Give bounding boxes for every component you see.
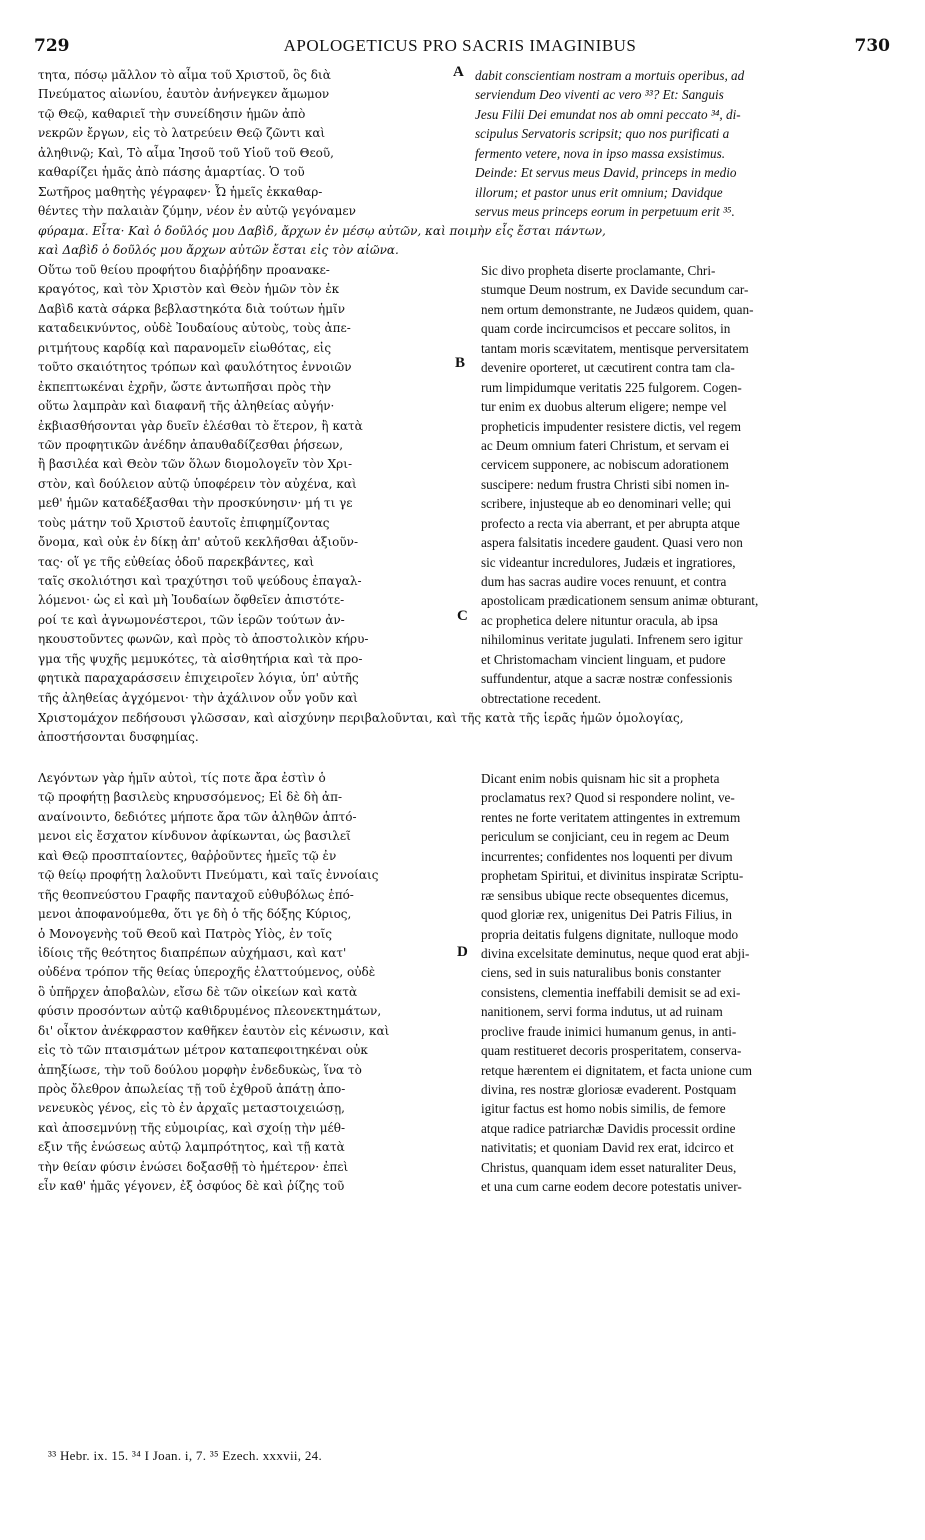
greek-text-line: Οὕτω τοῦ θείου προφήτου διαῤῥήδην προανακε- <box>38 263 330 277</box>
greek-text-line: ἀποστήσονται δυσφημίας. <box>38 730 199 745</box>
latin-text-line: nativitatis; et quoniam David rex erat, idcirco et <box>481 1140 734 1156</box>
greek-text-line: ταῖς σκολιότησι καὶ τραχύτησι τοῦ ψεύδους ἐπαγαλ- <box>38 574 362 588</box>
greek-text-line: φύσιν προσόντων αὐτῷ καθιδρυμένος πλεονεκτημάτων, <box>38 1004 382 1019</box>
latin-text-line: Deinde: Et servus meus David, princeps in medio <box>475 165 737 181</box>
latin-text-line: nanitionem, servi forma indutus, ut ad ruinam <box>481 1004 723 1020</box>
greek-text-line: οὐδένα τρόπον τῆς θείας ὑπεροχῆς ἐλαττούμενος, οὐδὲ <box>38 965 376 980</box>
latin-text-line: proclive fraude inimici humanum genus, in anti- <box>481 1023 737 1039</box>
latin-text-line: dum has sacras audire voces renuunt, et contra <box>481 574 727 589</box>
latin-text-line: igitur factus est homo nobis similis, de femore <box>481 1101 726 1117</box>
greek-text-line: καὶ Δαβὶδ ὁ δοῦλός μου ἄρχων αὐτῶν ἔσται εἰς τὸν αἰῶνα. <box>38 243 399 258</box>
latin-text-line: devenire oporteret, ut cæcutirent contra tam cla- <box>481 360 735 376</box>
latin-text-line: Jesu Filii Dei emundat nos ab omni peccato ³⁴, di- <box>475 106 741 122</box>
greek-text-line: Χριστομάχον πεδήσουσι γλῶσσαν, καὶ αἰσχύνην περιβαλοῦνται, καὶ τῆς κατὰ τῆς ἱερᾶς ἡμῶν ὁμολογίας, <box>38 711 684 725</box>
greek-text-line: τας· οἵ γε τῆς εὐθείας ὁδοῦ παρεκβάντες, καὶ <box>38 554 315 569</box>
latin-text-line: cervicem supponere, ac nobiscum adorationem <box>481 457 729 473</box>
greek-text-line: αναίνοιντο, δεδιότες μήποτε ἄρα τῶν ἀληθῶν ἁπτό- <box>38 809 357 824</box>
greek-column-block-3 <box>38 769 462 1197</box>
page-number-left: 729 <box>34 36 70 56</box>
latin-text-line: ciens, sed in suis naturalibus bonis constanter <box>481 965 721 981</box>
greek-text-line: τῷ θείῳ προφήτῃ λαλοῦντι Πνεύματι, καὶ ταῖς ἐννοίαις <box>38 868 379 883</box>
greek-text-line: Πνεύματος αἰωνίου, ἑαυτὸν ἀνήνεγκεν ἄμωμον <box>38 87 330 102</box>
latin-column-block-3 <box>481 769 887 1197</box>
latin-text-line: apostolicam prædicationem sensum animæ obturant, <box>481 593 759 609</box>
greek-text-line: Λεγόντων γὰρ ἡμῖν αὐτοὶ, τίς ποτε ἄρα ἐστὶν ὁ <box>38 771 326 785</box>
latin-text-line: nem ortum demonstrante, ne Judæos quidem, quan- <box>481 301 754 317</box>
latin-text-line: proclamatus rex? Quod si respondere nolint, ve- <box>481 790 735 806</box>
greek-text-line: καταδεικνύντος, οὐδὲ Ἰουδαίους αὐτοὺς, τοὺς ἀπε- <box>38 321 351 336</box>
greek-text-line: γμα τῆς ψυχῆς μεμυκότες, τὰ αἰσθητήρια καὶ τὰ προ- <box>38 651 363 666</box>
latin-text-line: illorum; et pastor unus erit omnium; Davidque <box>475 184 723 200</box>
full-width-block-2 <box>38 709 888 748</box>
latin-text-line: et Christomacham vincient linguam, et pudore <box>481 651 726 667</box>
latin-text-line: ac Deum omnium fateri Christum, et servam ei <box>481 437 730 453</box>
footnotes: ³³ Hebr. ix. 15. ³⁴ I Joan. i, 7. ³⁵ Ezech. xxxvii, 24. <box>48 1448 323 1463</box>
latin-text-line: ræ sensibus ubique recte obsequentes dicemus, <box>481 887 729 903</box>
greek-column-block-1 <box>38 66 462 222</box>
latin-text-line: dabit conscientiam nostram a mortuis operibus, ad <box>475 68 745 83</box>
latin-text-line: propria deitatis fulgens dignitate, nulloque modo <box>481 926 739 942</box>
latin-text-line: quam corde incircumcisos et peccare solitos, in <box>481 321 731 337</box>
greek-text-line: θέντες τὴν παλαιὰν ζύμην, νέον ἐν αὐτῷ γεγόναμεν <box>38 204 356 219</box>
latin-text-line: rentes ne forte veritatem attingentes in extremum <box>481 809 741 825</box>
greek-text-line: εἰς τὸ τῶν πταισμάτων μέτρον καταπεφοιτηκέναι οὐκ <box>38 1043 368 1058</box>
latin-text-line: consistens, clementia ineffabili demisit se ad exi- <box>481 984 741 1000</box>
greek-text-line: τῆς θεοπνεύστου Γραφῆς πανταχοῦ εὐθυβόλως ἑπό- <box>38 887 354 902</box>
greek-text-line: ηκουστοῦντες φωνῶν, καὶ πρὸς τὸ ἀποστολικὸν κήρυ- <box>38 632 369 647</box>
greek-text-line: ὄνομα, καὶ οὐκ ἐν δίκῃ ἀπ' αὐτοῦ κεκλῆσθαι ἀξιοῦν- <box>38 535 359 550</box>
latin-text-line: servus meus princeps eorum in perpetuum erit ³⁵. <box>475 204 735 220</box>
latin-text-line: atque radice patriarchæ Davidis processit ordine <box>481 1120 736 1136</box>
latin-text-line: suscipere: nedum frustra Christi sibi nomen in- <box>481 476 730 492</box>
latin-text-line: tantam moris scævitatem, mentisque perversitatem <box>481 340 749 356</box>
latin-text-line: Christus, quanquam idem esset naturaliter Deus, <box>481 1159 737 1175</box>
greek-text-line: ἰδίοις τῆς θεότητος διαπρέπων αὐχήμασι, καὶ κατ' <box>38 945 347 960</box>
latin-text-line: scipulus Servatoris scripsit; quo nos purificati a <box>475 126 730 142</box>
latin-text-line: stumque Deum nostrum, ex Davide secundum car- <box>481 282 749 298</box>
greek-text-line: καὶ Θεῷ προσπταίοντες, θαῤῥοῦντες ἡμεῖς τῷ ἐν <box>38 848 337 863</box>
greek-column-block-2 <box>38 261 462 708</box>
greek-text-line: μενοι εἰς ἔσχατον κίνδυνον ἀφίκωνται, ὡς βασιλεῖ <box>38 829 351 844</box>
latin-text-line: incurrentes; confidentes nos loquenti per divum <box>481 848 733 864</box>
greek-text-line: τῶν προφητικῶν ἀνέδην ἀπαυθαδίζεσθαι ῥήσεων, <box>38 437 344 452</box>
latin-text-line: propheticis impudenter resistere dictis, vel regem <box>481 418 742 434</box>
greek-text-line: μεθ' ἡμῶν καταδέξασθαι τὴν προσκύνησιν· μή τι γε <box>38 496 353 511</box>
latin-text-line: et una cum carne eodem decore potestatis univer- <box>481 1179 742 1195</box>
greek-text-line: κραγότος, καὶ τὸν Χριστὸν καὶ Θεὸν ἡμῶν τὸν ἐκ <box>38 282 340 297</box>
latin-text-line: profecto a recta via aberrant, et per abrupta atque <box>481 515 740 531</box>
latin-text-line: divina excelsitate deminutus, neque quod erat abji- <box>481 945 750 961</box>
latin-text-line: quam restitueret decoris prosperitatem, conserva- <box>481 1043 742 1059</box>
greek-text-line: τὴν θείαν φύσιν ἑνώσει δοξασθῇ τὸ ἡμέτερον· ἐπεὶ <box>38 1159 349 1174</box>
latin-text-line: prophetam Spiritui, et divinitus inspiratæ Scriptu- <box>481 868 744 884</box>
latin-text-line: obtrectatione recedent. <box>481 690 602 706</box>
greek-text-line: νεκρῶν ἔργων, εἰς τὸ λατρεύειν Θεῷ ζῶντι καὶ <box>38 126 326 141</box>
latin-text-line: quod gloriæ rex, unigenitus Dei Patris Filius, in <box>481 907 732 923</box>
margin-marker-d: D <box>457 944 468 960</box>
greek-text-line: τητα, πόσῳ μᾶλλον τὸ αἷμα τοῦ Χριστοῦ, ὃς διὰ <box>38 68 331 82</box>
latin-text-line: Sic divo propheta diserte proclamante, Chri- <box>481 263 716 278</box>
full-width-block-1 <box>38 222 888 261</box>
greek-text-line: καθαρίζει ἡμᾶς ἀπὸ πάσης ἁμαρτίας. Ὁ τοῦ <box>38 165 305 180</box>
greek-text-line: στὸν, καὶ δούλειον αὐτῷ ὑποφέρειν τὸν αὐχένα, καὶ <box>38 476 357 491</box>
margin-marker-a: A <box>453 64 464 80</box>
greek-text-line: ροί τε καὶ ἀγνωμονέστεροι, τῶν ἱερῶν τούτων ἀν- <box>38 612 345 627</box>
margin-marker-b: B <box>455 355 466 371</box>
greek-text-line: ἀπηξίωσε, τὴν τοῦ δούλου μορφὴν ἐνδεδυκὼς, ἵνα τὸ <box>38 1062 362 1077</box>
page-header <box>30 36 890 58</box>
latin-column-block-1 <box>475 66 887 222</box>
latin-text-line: nihilominus veritate jugulati. Infrenem sero igitur <box>481 632 743 648</box>
greek-text-line: ριτμήτους καρδίᾳ καὶ παρανομεῖν εἰωθότας, εἰς <box>38 340 332 355</box>
running-title: APOLOGETICUS PRO SACRIS IMAGINIBUS <box>283 36 637 55</box>
greek-text-line: ὃ ὑπῆρχεν ἀποβαλὼν, εἴσω δὲ τῶν οἰκείων καὶ κατὰ <box>38 984 358 999</box>
greek-text-line: λόμενοι· ὡς εἰ καὶ μὴ Ἰουδαίων ὄφθεῖεν ἀπιστότε- <box>38 593 345 608</box>
greek-text-line: ὁ Μονογενὴς τοῦ Θεοῦ καὶ Πατρὸς Υἱὸς, ἐν τοῖς <box>38 926 333 941</box>
greek-text-line: Δαβὶδ κατὰ σάρκα βεβλαστηκότα διὰ τούτων ἡμῖν <box>38 301 346 316</box>
greek-text-line: εξιν τῆς ἑνώσεως αὐτῷ λαμπρότητος, καὶ τῇ κατὰ <box>38 1140 345 1155</box>
greek-text-line: ἐκβιασθήσονται γὰρ δυεῖν ἑλέσθαι τὸ ἕτερον, ἢ κατὰ <box>38 418 363 433</box>
latin-text-line: sic videantur incredulores, Judæis et ingratiores, <box>481 554 736 570</box>
greek-text-line: τῷ προφήτῃ βασιλεὺς κηρυσσόμενος; Εἰ δὲ δὴ ἀπ- <box>38 790 343 805</box>
latin-text-line: serviendum Deo viventi ac vero ³³? Et: Sanguis <box>475 87 724 103</box>
latin-text-line: scribere, injusteque ab eo denominari velle; qui <box>481 496 732 512</box>
latin-text-line: Dicant enim nobis quisnam hic sit a propheta <box>481 771 720 786</box>
latin-text-line: periculum se conjiciant, ceu in regem ac Deum <box>481 829 730 845</box>
page-number-right: 730 <box>854 36 890 56</box>
latin-text-line: tur enim ex duobus alterum eligere; nempe vel <box>481 399 727 415</box>
latin-text-line: retque hærentem ei dignitatem, et facta unione cum <box>481 1062 752 1078</box>
greek-text-line: ἢ βασιλέα καὶ Θεὸν τῶν ὅλων διομολογεῖν τὸν Χρι- <box>38 457 352 472</box>
latin-column-block-2 <box>481 261 887 708</box>
greek-text-line: τοῦτο σκαιότητος τρόπων καὶ φαυλότητος ἐννοιῶν <box>38 360 352 375</box>
latin-text-line: divina, res nostræ gloriosæ evaderent. Postquam <box>481 1082 737 1097</box>
margin-marker-c: C <box>457 608 468 624</box>
latin-text-line: ac prophetica delere nituntur oracula, ab ipsa <box>481 612 718 628</box>
greek-text-line: ἐκπεπτωκέναι ἐχρῆν, ὥστε ἀντωπῆσαι πρὸς τὴν <box>38 379 332 394</box>
greek-text-line: ἀληθινῷ; Καὶ, Τὸ αἷμα Ἰησοῦ τοῦ Υἱοῦ τοῦ Θεοῦ, <box>38 145 334 160</box>
greek-text-line: τῷ Θεῷ, καθαριεῖ τὴν συνείδησιν ἡμῶν ἀπὸ <box>38 106 306 121</box>
latin-text-line: rum limpidumque veritatis 225 fulgorem. Cogen- <box>481 379 742 395</box>
latin-text-line: suffundentur, atque a sacræ nostræ confessionis <box>481 671 733 687</box>
latin-text-line: aspera falsitatis incedere gaudent. Quasi vero non <box>481 535 743 551</box>
greek-text-line: Σωτῆρος μαθητὴς γέγραφεν· Ὦ ἡμεῖς ἐκκαθαρ- <box>38 184 323 199</box>
greek-text-line: τῆς ἀληθείας ἀγχόμενοι· τὴν ἀχάλινον οὖν γοῦν καὶ <box>38 690 358 705</box>
greek-text-line: νενευκὸς γένος, εἰς τὸ ἐν ἀρχαῖς μεταστοιχειώσῃ, <box>38 1101 345 1116</box>
latin-text-line: fermento vetere, nova in ipso massa exsistimus. <box>475 145 726 161</box>
greek-text-line: καὶ ἀποσεμνύνῃ τῆς εὐμοιρίας, καὶ σχοίῃ τὴν μέθ- <box>38 1120 346 1135</box>
greek-text-line: φύραμα. Εἶτα· Καὶ ὁ δοῦλός μου Δαβὶδ, ἄρχων ἐν μέσῳ αὐτῶν, καὶ ποιμὴν εἷς ἔσται πάντων, <box>38 224 606 238</box>
greek-text-line: εἶν καθ' ἡμᾶς γέγονεν, ἐξ ὀσφύος δὲ καὶ ῥίζης τοῦ <box>38 1179 345 1194</box>
greek-text-line: οὕτω λαμπρὰν καὶ διαφανῆ τῆς ἀληθείας αὐγήν· <box>38 399 335 414</box>
greek-text-line: τοὺς μάτην τοῦ Χριστοῦ ἑαυτοῖς ἐπιφημίζοντας <box>38 515 330 530</box>
greek-text-line: μενοι ἀποφανούμεθα, ὅτι γε δὴ ὁ τῆς δόξης Κύριος, <box>38 907 352 922</box>
greek-text-line: δι' οἶκτον ἀνέκφραστον καθῆκεν ἑαυτὸν εἰς κένωσιν, καὶ <box>38 1023 390 1038</box>
greek-text-line: φητικὰ παραχαράσσειν ἐπιχειροῖεν λόγια, ὑπ' αὐτῆς <box>38 671 359 686</box>
greek-text-line: πρὸς ὄλεθρον ἀπωλείας τῇ τοῦ ἐχθροῦ ἀπάτῃ ἀπο- <box>38 1082 346 1096</box>
